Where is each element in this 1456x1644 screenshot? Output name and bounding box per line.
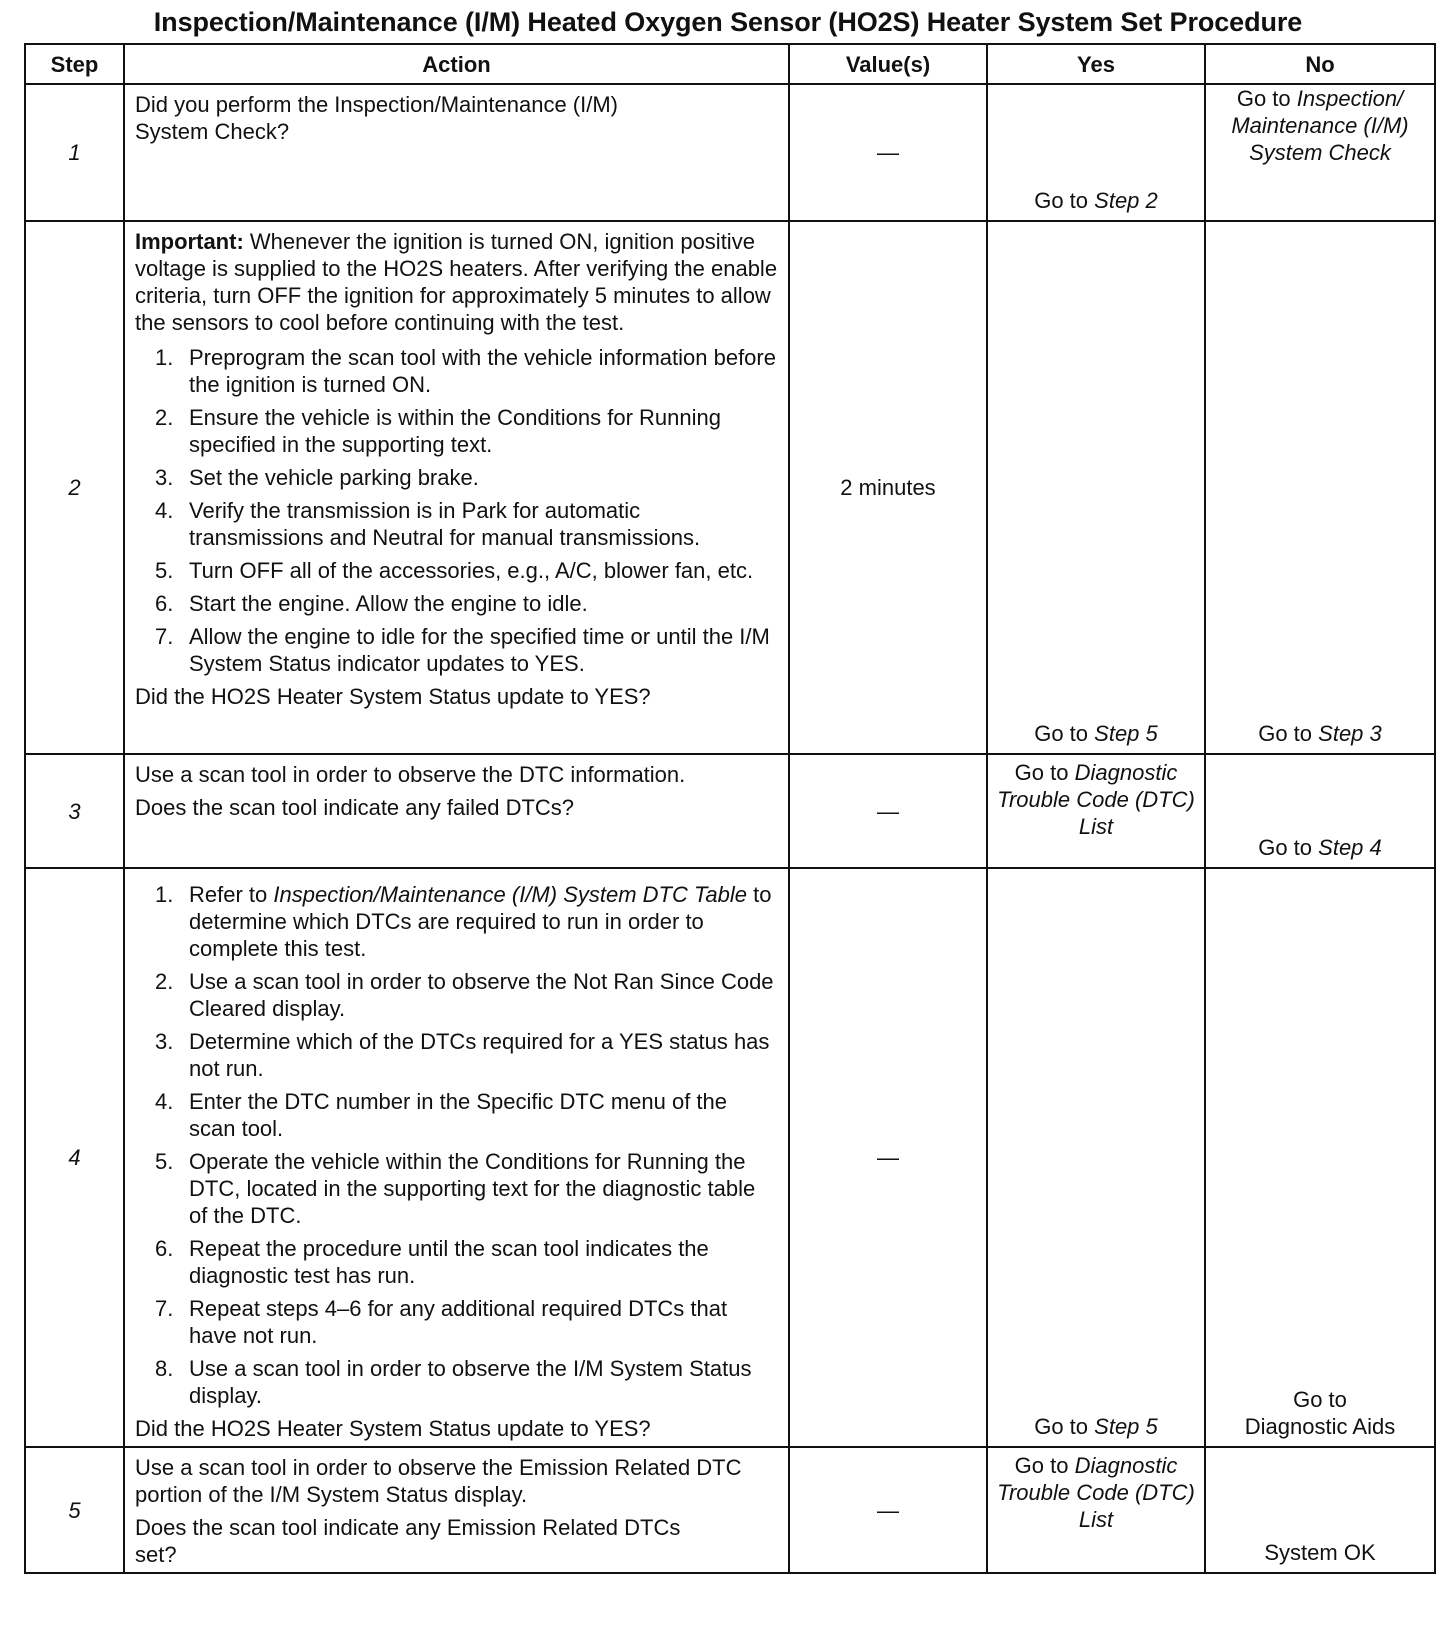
no-cell — [1205, 868, 1435, 1447]
yes-cell — [987, 754, 1205, 868]
step-number: 1 — [25, 84, 124, 221]
table-row — [25, 868, 1435, 1447]
value-cell: — — [789, 84, 987, 221]
yes-goto[interactable]: Go to Step 5 — [1034, 721, 1158, 746]
no-goto[interactable]: Go to Step 3 — [1258, 721, 1382, 746]
list-item: 5. Turn OFF all of the accessories, e.g., A/C, blower fan, etc. — [155, 558, 754, 583]
list-item: 4. Enter the DTC number in the Specific DTC menu of the scan tool. — [155, 1089, 728, 1141]
step-number: 3 — [25, 754, 124, 868]
no-goto[interactable]: Go to Step 4 — [1258, 835, 1382, 860]
list-item: 2. Use a scan tool in order to observe the Not Ran Since Code Cleared display. — [155, 969, 774, 1021]
no-goto[interactable]: Go to Diagnostic Aids — [1244, 1387, 1396, 1439]
action-cell — [124, 84, 789, 221]
yes-cell — [987, 1447, 1205, 1573]
action-cell — [124, 754, 789, 868]
action-question: Did you perform the Inspection/Maintenance (I/M) System Check? — [135, 92, 619, 144]
system-ok-text: System OK — [1264, 1540, 1376, 1565]
list-item: 8. Use a scan tool in order to observe the I/M System Status display. — [155, 1356, 752, 1408]
no-cell — [1205, 754, 1435, 868]
header-values: Value(s) — [789, 44, 987, 84]
table-row — [25, 754, 1435, 868]
value-cell: — — [789, 868, 987, 1447]
list-item: 3. Determine which of the DTCs required for a YES status has not run. — [155, 1029, 770, 1081]
value-cell: — — [789, 754, 987, 868]
header-no: No — [1205, 44, 1435, 84]
yes-goto[interactable]: Go to Diagnostic Trouble Code (DTC) List — [997, 760, 1195, 839]
action-cell — [124, 221, 789, 754]
step-number: 2 — [25, 221, 124, 754]
list-item: 1. Preprogram the scan tool with the vehicle information before the ignition is turned ON. — [155, 345, 776, 397]
list-item: 6. Repeat the procedure until the scan tool indicates the diagnostic test has run. — [155, 1236, 709, 1288]
no-cell — [1205, 1447, 1435, 1573]
header-action: Action — [124, 44, 789, 84]
step-number: 5 — [25, 1447, 124, 1573]
important-note: Important: Whenever the ignition is turned ON, ignition positive voltage is supplied to the HO2S heaters. After verifying the enable criteria, turn OFF the ignition for approximately 5 minutes to allow the sensors to cool before continuing with the test. — [135, 229, 778, 335]
value-cell: — — [789, 1447, 987, 1573]
table-row — [25, 221, 1435, 754]
yes-goto[interactable]: Go to Diagnostic Trouble Code (DTC) List — [997, 1453, 1195, 1532]
table-reference[interactable]: Inspection/Maintenance (I/M) System DTC Table — [273, 882, 747, 907]
action-cell — [124, 1447, 789, 1573]
action-question: Does the scan tool indicate any Emission Related DTCs set? — [135, 1515, 681, 1567]
action-question: Did the HO2S Heater System Status update to YES? — [135, 1416, 651, 1441]
action-instruction: Use a scan tool in order to observe the DTC information. — [135, 762, 686, 787]
action-instruction: Use a scan tool in order to observe the Emission Related DTC portion of the I/M System Status display. — [135, 1455, 742, 1507]
yes-goto[interactable]: Go to Step 5 — [1034, 1414, 1158, 1439]
step-number: 4 — [25, 868, 124, 1447]
procedure-list — [135, 344, 778, 677]
table-row — [25, 1447, 1435, 1573]
no-cell — [1205, 221, 1435, 754]
list-item: 7. Allow the engine to idle for the specified time or until the I/M System Status indicator updates to YES. — [155, 624, 770, 676]
yes-cell — [987, 221, 1205, 754]
yes-cell — [987, 84, 1205, 221]
action-question: Did the HO2S Heater System Status update to YES? — [135, 684, 651, 709]
table-header-row — [25, 44, 1435, 84]
yes-goto[interactable]: Go to Step 2 — [1034, 188, 1158, 213]
action-question: Does the scan tool indicate any failed DTCs? — [135, 795, 575, 820]
header-yes: Yes — [987, 44, 1205, 84]
list-item: 6. Start the engine. Allow the engine to idle. — [155, 591, 588, 616]
procedure-table — [24, 43, 1436, 1574]
no-cell — [1205, 84, 1435, 221]
no-goto[interactable]: Go to Inspection/ Maintenance (I/M) System Check — [1231, 86, 1409, 165]
header-step: Step — [25, 44, 124, 84]
action-cell — [124, 868, 789, 1447]
list-item: 5. Operate the vehicle within the Conditions for Running the DTC, located in the supporting text for the diagnostic table of the DTC. — [155, 1149, 756, 1228]
document-title: Inspection/Maintenance (I/M) Heated Oxygen Sensor (HO2S) Heater System Set Procedure — [153, 7, 1303, 37]
table-row — [25, 84, 1435, 221]
list-item: 7. Repeat steps 4–6 for any additional required DTCs that have not run. — [155, 1296, 728, 1348]
value-cell: 2 minutes — [789, 221, 987, 754]
yes-cell — [987, 868, 1205, 1447]
procedure-list — [135, 881, 778, 1409]
list-item: 1. Refer to Inspection/Maintenance (I/M) System DTC Table to determine which DTCs are required to run in order to complete this test. — [155, 882, 772, 961]
list-item: 3. Set the vehicle parking brake. — [155, 465, 479, 490]
list-item: 2. Ensure the vehicle is within the Conditions for Running specified in the supporting text. — [155, 405, 721, 457]
list-item: 4. Verify the transmission is in Park for automatic transmissions and Neutral for manual transmissions. — [155, 498, 701, 550]
